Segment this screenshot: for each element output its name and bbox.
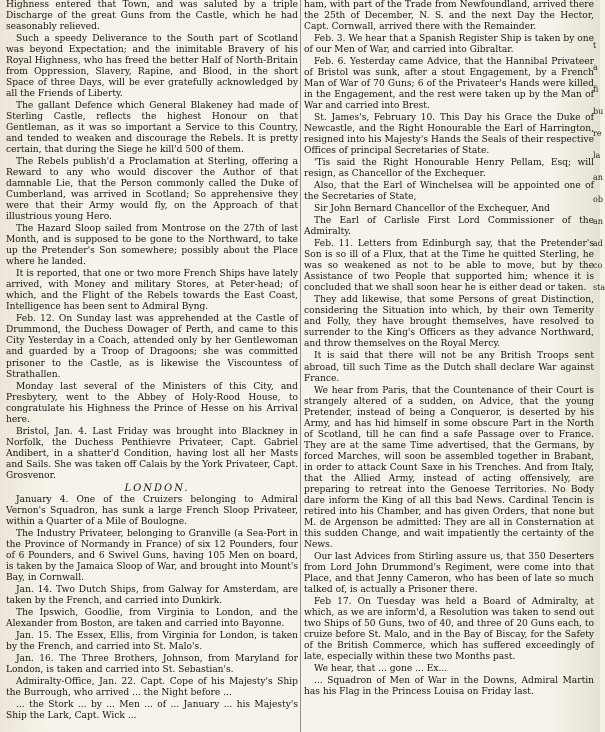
- article-paragraph: January 4. One of the Cruizers belonging to Admiral Vernon's Squadron, has sunk a large French Sloop Privateer, within a Quarter of a Mile of Boulogne.: [6, 494, 298, 527]
- article-paragraph: The Hazard Sloop sailed from Montrose on the 27th of last Month, and is supposed to be gone to the Northward, to take up the Pretender's Son somewhere; possibly about the Place where he landed.: [6, 224, 298, 268]
- gutter-fragment: la: [593, 151, 601, 160]
- article-paragraph: Also, that the Earl of Winchelsea will be appointed one of the Secretaries of State,: [304, 181, 594, 203]
- gutter-fragment: t: [593, 41, 597, 50]
- article-paragraph: The Ipswich, Goodlie, from Virginia to London, and the Alexander from Boston, are taken and carried into Bayonne.: [6, 607, 298, 629]
- gutter-fragment: an: [593, 217, 603, 226]
- article-paragraph: Highness entered that Town, and was saluted by a triple Discharge of the great Guns from the Castle, which he had seasonably relieved.: [6, 0, 298, 33]
- column-rule: [300, 0, 301, 732]
- article-paragraph: The Industry Privateer, belonging to Granville (a Sea-Port in the Province of Normandy in France) of six 12 Pounders, four of 6 Pounders, and 6 Swivel Guns, having 105 Men on board, is taken by the Jamaica Sloop of War, and brought into Mount's Bay, in Cornwall.: [6, 528, 298, 583]
- article-paragraph: Jan. 15. The Essex, Ellis, from Virginia for London, is taken by the French, and carried into St. Malo's.: [6, 630, 298, 652]
- gutter-fragment: co: [593, 261, 603, 270]
- gutter-fragment: ad: [593, 239, 603, 248]
- article-paragraph: The Rebels publish'd a Proclamation at Sterling, offering a Reward to any who would discover the Author of that damnable Lie, that the Person commonly called the Duke of Cumberland, was arrived in Scotland; So apprehensive they were that their Army would fly, on the Approach of that illustrious young Hero.: [6, 157, 298, 223]
- article-paragraph: St. James's, February 10. This Day his Grace the Duke of Newcastle, and the Right Honourable the Earl of Harrington, resigned into his Majesty's Hands the Seals of their respective Offices of principal Secretaries of State.: [304, 113, 594, 157]
- article-paragraph: We hear from Paris, that the Countenance of their Court is strangely altered of a sudden, on Advice, that the young Pretender, instead of being a Conqueror, is deserted by his Army, and has hid himself in some obscure Part in the North of Scotland, till he can find a safe Passage over to France. They are at the same Time advertised, that the Germans, by forced Marches, will soon be assembled together in Brabant, in order to attack Count Saxe in his Trenches. And from Italy, that the Allied Army, instead of acting offensively, are preparing to retreat into the Genoese Territories. No Body dare inform the King of all this bad News. Cardinal Tencin is retired into his Chamber, and has given Orders, that none but M. de Argenson be admitted: They are all in Consternation at this sudden Change, and wait impatiently the certainty of the News.: [304, 385, 594, 550]
- article-paragraph: Jan. 14. Two Dutch Ships, from Galway for Amsterdam, are taken by the French, and carried into Dunkirk.: [6, 584, 298, 606]
- article-paragraph: Admiralty-Office, Jan. 22. Capt. Cope of his Majesty's Ship the Burrough, who arrived ... the Night before ...: [6, 676, 298, 698]
- section-heading: LONDON.: [124, 482, 190, 494]
- gutter-fragment: an: [593, 173, 603, 182]
- article-paragraph: Feb. 6. Yesterday came Advice, that the Hannibal Privateer of Bristol was sunk, after a stout Engagement, by a French Man of War of 70 Guns; 6 of the Privateer's Hands were killed in the Engagement, and the rest were taken up by the Man of War and carried into Brest.: [304, 57, 594, 112]
- article-paragraph: It is said that there will not be any British Troops sent abroad, till such Time as the Dutch shall declare War against France.: [304, 351, 594, 384]
- article-paragraph: Such a speedy Deliverance to the South part of Scotland was beyond Expectation; and the inimitable Bravery of his Royal Highness, who has freed the better Half of North-Britain from Oppression, Slavery, Rapine, and Blood, in the short Space of three Days, will be ever gratefully acknowledged by all the Friends of Liberty.: [6, 34, 298, 100]
- article-paragraph: Feb. 11. Letters from Edinburgh say, that the Pretender's Son is so ill of a Flux, that at the Time he quitted Sterling, he was so weakened as not to be able to move, but by the Assistance of two People that supported him; whence it is concluded that we shall soon hear he is either dead or taken.: [304, 239, 594, 294]
- gutter-fragment: a: [593, 63, 598, 72]
- article-paragraph: Feb 17. On Tuesday was held a Board of Admiralty, at which, as we are inform'd, a Resolution was taken to send out two Ships of 50 Guns, two of 40, and three of 20 Guns each, to cruize before St. Malo, and in the Bay of Biscay, for the Safety of the British Commerce, which has suffered exceedingly of late, especially within these two Months past.: [304, 596, 594, 662]
- article-paragraph: 'Tis said the Right Honourable Henry Pellam, Esq; will resign, as Chancellor of the Exchequer.: [304, 158, 594, 180]
- article-paragraph: Jan. 16. The Three Brothers, Johnson, from Maryland for London, is taken and carried into St. Sebastian's.: [6, 653, 298, 675]
- article-paragraph: ... Squadron of Men of War in the Downs, Admiral Martin has his Flag in the Princess Louisa on Friday last.: [304, 675, 594, 697]
- article-paragraph: The Earl of Carlisle First Lord Commissioner of the Admiralty.: [304, 216, 594, 238]
- article-paragraph: We hear, that ... gone ... Ex...: [314, 663, 448, 674]
- article-paragraph: They add likewise, that some Persons of great Distinction, considering the Situation into which, by their own Temerity and Folly, they have brought themselves, have resolved to surrender to the King's Officers as they advance Northward, and throw themselves on the Royal Mercy.: [304, 295, 594, 350]
- gutter-fragment: sta: [593, 283, 605, 292]
- article-paragraph: Sir John Bernard Chancellor of the Exchequer, And: [314, 204, 550, 215]
- article-paragraph: The gallant Defence which General Blakeney had made of Sterling Castle, reflects the highest Honour on that Gentleman, as it was so important a Service to this Country, and tended to weaken and discourage the Rebels. It is pretty certain, that during the Siege he kill'd 500 of them.: [6, 101, 298, 156]
- left-column: [6, 0, 298, 732]
- article-paragraph: ham, with part of the Trade from Newfoundland, arrived there the 25th of December, N. S. and the next Day the Hector, Capt. Cornwall, arrived there with the Remainder.: [304, 0, 594, 33]
- gutter-fragment: ob: [593, 195, 603, 204]
- article-paragraph: It is reported, that one or two more French Ships have lately arrived, with Money and military Stores, at Peter-head; of which, and the Flight of the Rebels towards the East Coast, Intelligence has been sent to Admiral Byng.: [6, 269, 298, 313]
- article-paragraph: ... the Stork ... by ... Men ... of ... January ... his Majesty's Ship the Lark, Capt. Wick ...: [6, 699, 298, 721]
- article-paragraph: Feb. 12. On Sunday last was apprehended at the Castle of Drummond, the Duchess Dowager of Perth, and came to this City Yesterday in a Coach, attended only by her Gentlewoman and guarded by a Troop of Dragoons; she was committed prisoner to the Castle, as is likewise the Viscountess of Strathallen.: [6, 314, 298, 380]
- right-column: [304, 0, 594, 732]
- article-paragraph: Feb. 3. We hear that a Spanish Register Ship is taken by one of our Men of War, and carried into Gibraltar.: [304, 34, 594, 56]
- article-paragraph: Our last Advices from Stirling assure us, that 350 Deserters from Lord John Drummond's Regiment, were come into that Place, and that Jenny Cameron, who has been of late so much talked of, is actually a Prisoner there.: [304, 551, 594, 595]
- article-paragraph: Monday last several of the Ministers of this City, and Presbytery, went to the Abbey of Holy-Rood House, to congratulate his Highness the Prince of Hesse on his Arrival here.: [6, 381, 298, 425]
- article-paragraph: Bristol, Jan. 4. Last Friday was brought into Blackney in Norfolk, the Duchess Penthievre Privateer, Capt. Gabriel Andibert, in a shatter'd Condition, having lost all her Masts and Sails. She was taken off Calais by the York Privateer, Capt. Grosvenor.: [6, 426, 298, 481]
- gutter-fragment: fi: [593, 85, 599, 94]
- gutter-fragment: re: [593, 129, 602, 138]
- gutter-fragment: bu: [593, 107, 604, 116]
